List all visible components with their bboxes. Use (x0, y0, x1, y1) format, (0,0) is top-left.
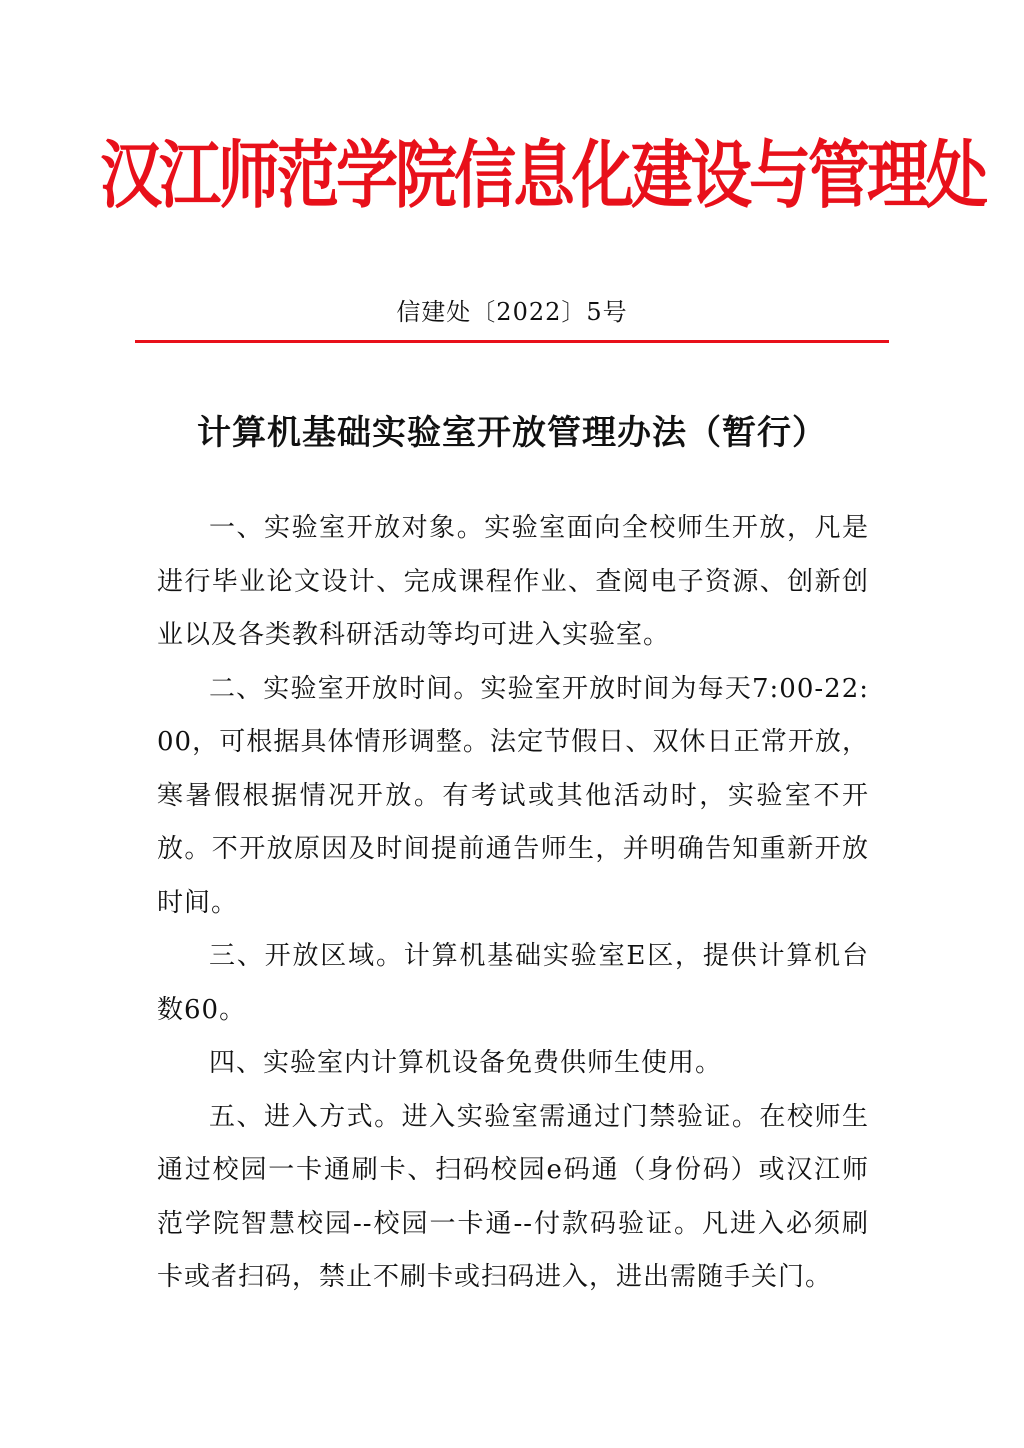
document-body (157, 502, 869, 1305)
paragraph-1: 一、实验室开放对象。实验室面向全校师生开放，凡是进行毕业论文设计、完成课程作业、查阅电子资源、创新创业以及各类教科研活动等均可进入实验室。 (157, 513, 869, 650)
paragraph-2: 二、实验室开放时间。实验室开放时间为每天7:00-22:00，可根据具体情形调整。法定节假日、双休日正常开放，寒暑假根据情况开放。有考试或其他活动时，实验室不开放。不开放原因及时间提前通告师生，并明确告知重新开放时间。 (157, 673, 869, 918)
paragraph-4: 四、实验室内计算机设备免费供师生使用。 (209, 1048, 723, 1078)
paragraph-5: 五、进入方式。进入实验室需通过门禁验证。在校师生通过校园一卡通刷卡、扫码校园e码通（身份码）或汉江师范学院智慧校园--校园一卡通--付款码验证。凡进入必须刷卡或者扫码，禁止不刷卡或扫码进入，进出需随手关门。 (157, 1101, 869, 1292)
red-divider-line (135, 340, 889, 343)
document-number: 信建处〔2022〕5号 (396, 298, 628, 326)
paragraph-3: 三、开放区域。计算机基础实验室E区，提供计算机台数60。 (157, 941, 869, 1025)
organization-header: 汉江师范学院信息化建设与管理处 (100, 132, 986, 219)
document-title: 计算机基础实验室开放管理办法（暂行） (197, 413, 827, 453)
